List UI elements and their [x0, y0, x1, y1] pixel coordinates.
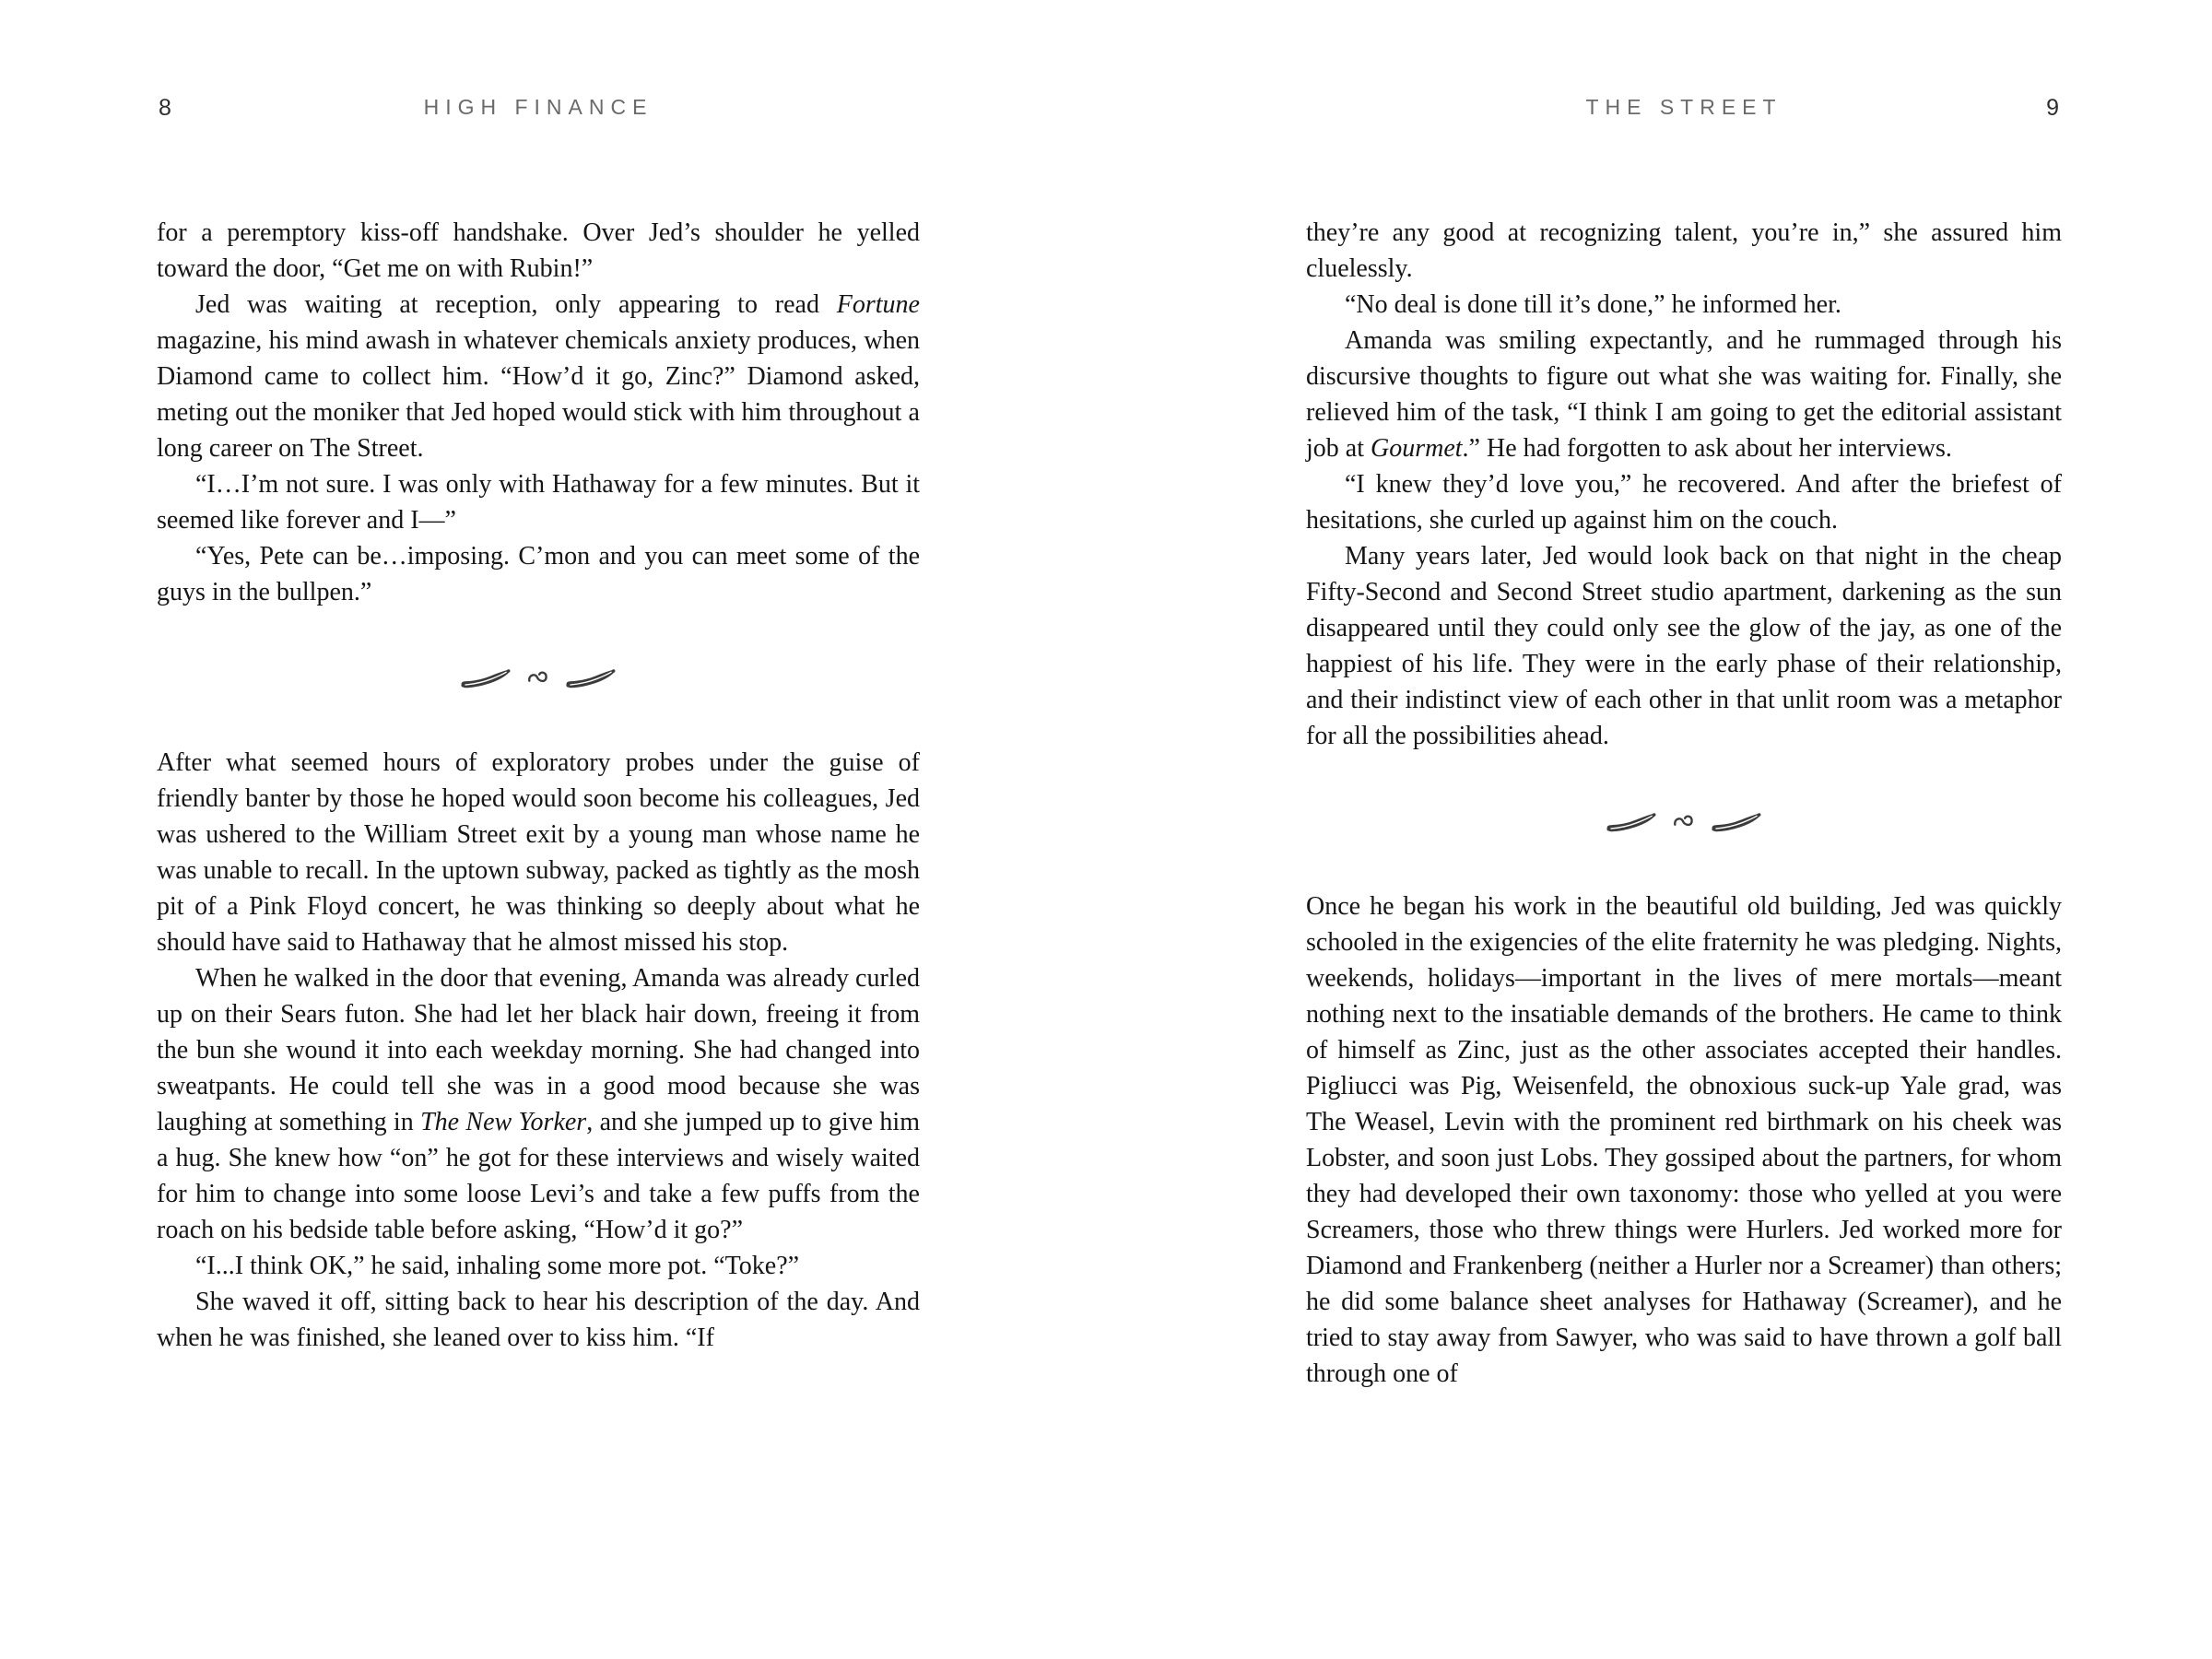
swash-flourish-icon — [459, 663, 618, 693]
page-number: 8 — [159, 95, 172, 121]
page-body-text — [157, 215, 920, 1356]
text-run: magazine, his mind awash in whatever chemicals anxiety produces, when Diamond came to collect him. “How’d it go, Zinc?” Diamond asked, meting out the moniker that Jed hoped would stick with him throughout a long career on The Street. — [157, 326, 920, 463]
text-run: “I knew they’d love you,” he recovered. And after the briefest of hesitations, she curled up against him on the couch. — [1306, 470, 2062, 535]
swash-flourish-icon — [1605, 806, 1763, 837]
section-break-ornament — [157, 660, 920, 695]
paragraph — [157, 1284, 920, 1356]
text-run: .” He had forgotten to ask about her interviews. — [1462, 434, 1952, 463]
text-run: they’re any good at recognizing talent, you’re in,” she assured him cluelessly. — [1306, 218, 2062, 283]
page-body-text — [1306, 215, 2062, 1392]
text-run: After what seemed hours of exploratory probes under the guise of friendly banter by those he hoped would soon become his colleagues, Jed was ushered to the William Street exit by a young man whose name he was unable to recall. In the uptown subway, packed as tightly as the mosh pit of a Pink Floyd concert, he was thinking so deeply about what he should have said to Hathaway that he almost missed his stop. — [157, 748, 920, 957]
paragraph — [157, 960, 920, 1248]
paragraph — [157, 215, 920, 287]
paragraph — [157, 287, 920, 466]
paragraph — [1306, 466, 2062, 538]
text-run: “I...I think OK,” he said, inhaling some more pot. “Toke?” — [195, 1252, 800, 1280]
text-run: Jed was waiting at reception, only appearing to read — [195, 290, 837, 319]
paragraph — [157, 538, 920, 610]
paragraph — [1306, 287, 2062, 323]
text-run: She waved it off, sitting back to hear his description of the day. And when he was finished, she leaned over to kiss him. “If — [157, 1288, 920, 1352]
italic-text: The New Yorker — [420, 1108, 587, 1136]
section-break-ornament — [1306, 804, 2062, 839]
running-head: HIGH FINANCE — [423, 95, 653, 119]
paragraph — [157, 466, 920, 538]
page-left — [157, 95, 920, 1356]
text-run: for a peremptory kiss-off handshake. Over Jed’s shoulder he yelled toward the door, “Get me on with Rubin!” — [157, 218, 920, 283]
page-right — [1306, 95, 2062, 1392]
text-run: Amanda was smiling expectantly, and he rummaged through his discursive thoughts to figure out what she was waiting for. Finally, she relieved him of the task, “I think I am going to get the editorial assistant job at — [1306, 326, 2062, 463]
text-run: , and she jumped up to give him a hug. She knew how “on” he got for these interviews and wisely waited for him to change into some loose Levi’s and take a few puffs from the roach on his bedside table before asking, “How’d it go?” — [157, 1108, 920, 1244]
paragraph — [1306, 888, 2062, 1392]
paragraph — [1306, 323, 2062, 466]
paragraph — [157, 745, 920, 960]
text-run: “I…I’m not sure. I was only with Hathaway for a few minutes. But it seemed like forever and I—” — [157, 470, 920, 535]
italic-text: Gourmet — [1371, 434, 1463, 463]
italic-text: Fortune — [836, 290, 920, 319]
running-head: THE STREET — [1585, 95, 1783, 119]
text-run: “No deal is done till it’s done,” he informed her. — [1345, 290, 1841, 319]
running-head-row — [157, 95, 920, 123]
paragraph — [1306, 538, 2062, 754]
text-run: Many years later, Jed would look back on that night in the cheap Fifty-Second and Second Street studio apartment, darkening as the sun disappeared until they could only see the glow of the jay, as one of the happiest of his life. They were in the early phase of their relationship, and their indistinct view of each other in that unlit room was a metaphor for all the possibilities ahead. — [1306, 542, 2062, 750]
text-run: “Yes, Pete can be…imposing. C’mon and you can meet some of the guys in the bullpen.” — [157, 542, 920, 606]
page-number: 9 — [2046, 95, 2060, 121]
paragraph — [1306, 215, 2062, 287]
text-run: When he walked in the door that evening, Amanda was already curled up on their Sears futon. She had let her black hair down, freeing it from the bun she wound it into each weekday morning. She had changed into sweatpants. He could tell she was in a good mood because she was laughing at something in — [157, 964, 920, 1136]
text-run: Once he began his work in the beautiful old building, Jed was quickly schooled in the exigencies of the elite fraternity he was pledging. Nights, weekends, holidays—important in the lives of mere mortals—meant nothing next to the insatiable demands of the brothers. He came to think of himself as Zinc, just as the other associates accepted their handles. Pigliucci was Pig, Weisenfeld, the obnoxious suck-up Yale grad, was The Weasel, Levin with the prominent red birthmark on his cheek was Lobster, and soon just Lobs. They gossiped about the partners, for whom they had developed their own taxonomy: those who yelled at you were Screamers, those who threw things were Hurlers. Jed worked more for Diamond and Frankenberg (neither a Hurler nor a Screamer) than others; he did some balance sheet analyses for Hathaway (Screamer), and he tried to stay away from Sawyer, who was said to have thrown a golf ball through one of — [1306, 892, 2062, 1388]
paragraph — [157, 1248, 920, 1284]
running-head-row — [1306, 95, 2062, 123]
